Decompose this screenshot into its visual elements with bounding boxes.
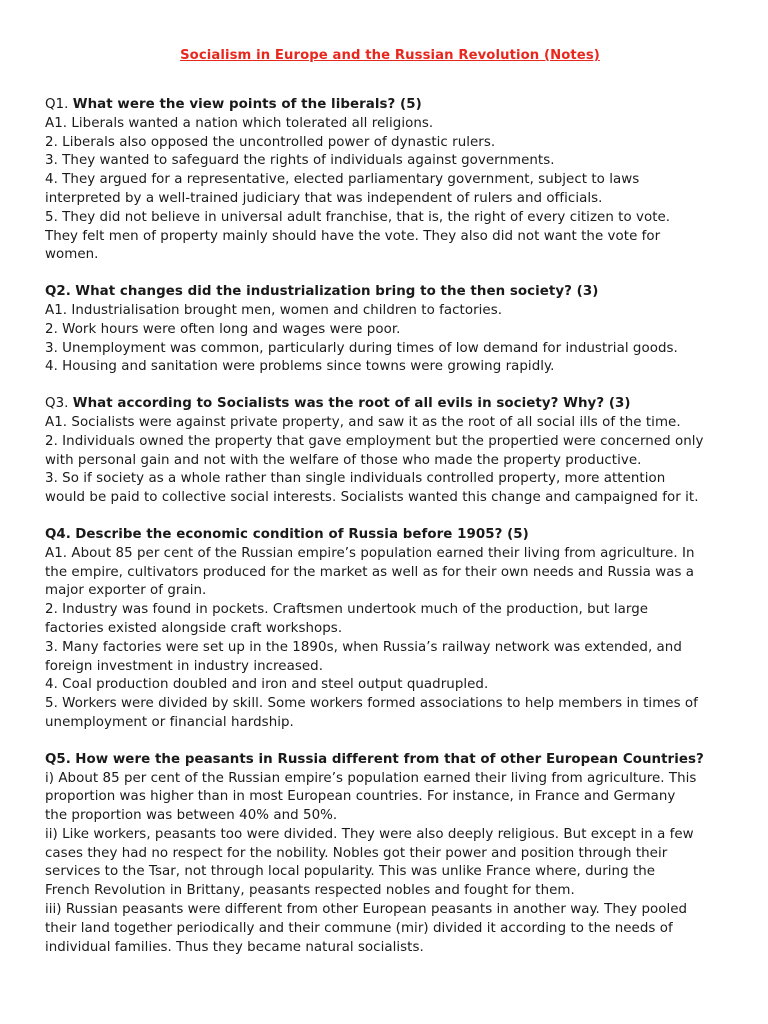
question-line [45, 526, 735, 545]
answer-line: 4. Housing and sanitation were problems since towns were growing rapidly. [45, 359, 555, 375]
answer-line: individual families. Thus they became natural socialists. [45, 939, 424, 955]
question-number: Q2. [45, 284, 71, 300]
answer-line: 5. They did not believe in universal adult franchise, that is, the right of every citizen to vote. [45, 209, 671, 225]
question-number: Q4. [45, 526, 71, 542]
answer-line: unemployment or financial hardship. [45, 714, 294, 730]
document-page [45, 46, 735, 975]
answer-line: the proportion was between 40% and 50%. [45, 808, 338, 824]
answer-line: 3. So if society as a whole rather than single individuals controlled property, more attention [45, 471, 666, 487]
answer-line: 4. Coal production doubled and iron and steel output quadrupled. [45, 677, 489, 693]
answer-line: their land together periodically and their commune (mir) divided it according to the needs of [45, 920, 673, 936]
question-number: Q1. [45, 97, 69, 112]
answer-line: A1. Liberals wanted a nation which tolerated all religions. [45, 115, 434, 131]
answer-line: ii) Like workers, peasants too were divided. They were also deeply religious. But except in a few [45, 826, 694, 842]
answer-line: 3. Many factories were set up in the 1890s, when Russia’s railway network was extended, and [45, 639, 682, 655]
question-block [45, 751, 735, 958]
qa-list [45, 96, 735, 957]
answer-line: cases they had no respect for the nobility. Nobles got their power and position through their [45, 845, 668, 861]
answer-line: with personal gain and not with the welfare of those who made the property productive. [45, 452, 642, 468]
answer-line: would be paid to collective social interests. Socialists wanted this change and campaigned for it. [45, 490, 699, 506]
answer-line: 2. Work hours were often long and wages were poor. [45, 321, 401, 337]
answer-line: A1. About 85 per cent of the Russian empire’s population earned their living from agriculture. In [45, 545, 695, 561]
answer-line: major exporter of grain. [45, 583, 207, 599]
answer-line: 2. Individuals owned the property that gave employment but the propertied were concerned only [45, 433, 704, 449]
question-line [45, 283, 735, 302]
answer-line: French Revolution in Brittany, peasants respected nobles and fought for them. [45, 883, 575, 899]
answer-line: 2. Liberals also opposed the uncontrolled power of dynastic rulers. [45, 134, 496, 150]
question-text: What according to Socialists was the root of all evils in society? Why? (3) [72, 396, 631, 412]
question-line [45, 751, 735, 770]
question-text: What were the view points of the liberals? (5) [72, 97, 422, 112]
answer-line: foreign investment in industry increased. [45, 658, 324, 674]
answer-line: 5. Workers were divided by skill. Some workers formed associations to help members in times of [45, 696, 698, 712]
question-block [45, 283, 735, 377]
question-text: Describe the economic condition of Russia before 1905? (5) [75, 526, 529, 542]
question-block [45, 395, 735, 508]
answer-line: women. [45, 247, 99, 263]
answer-line: i) About 85 per cent of the Russian empire’s population earned their living from agriculture. This [45, 770, 697, 786]
question-block [45, 526, 735, 733]
question-line [45, 96, 735, 115]
question-text: How were the peasants in Russia different from that of other European Countries? [75, 751, 704, 767]
answer-line: iii) Russian peasants were different from other European peasants in another way. They pooled [45, 902, 688, 918]
question-line [45, 395, 735, 414]
answer-line: They felt men of property mainly should have the vote. They also did not want the vote for [45, 228, 661, 244]
answer-line: the empire, cultivators produced for the market as well as for their own needs and Russia was a [45, 564, 695, 580]
answer-line: proportion was higher than in most European countries. For instance, in France and Germany [45, 789, 676, 805]
question-block [45, 96, 735, 265]
page-title: Socialism in Europe and the Russian Revolution (Notes) [180, 48, 600, 63]
question-number: Q5. [45, 751, 71, 767]
answer-line: 3. They wanted to safeguard the rights of individuals against governments. [45, 153, 555, 169]
answer-line: 4. They argued for a representative, elected parliamentary government, subject to laws [45, 172, 640, 188]
answer-line: A1. Socialists were against private property, and saw it as the root of all social ills of the time. [45, 414, 681, 430]
answer-line: factories existed alongside craft workshops. [45, 620, 343, 636]
answer-line: 3. Unemployment was common, particularly during times of low demand for industrial goods. [45, 340, 678, 356]
question-number: Q3. [45, 396, 69, 412]
answer-line: services to the Tsar, not through local popularity. This was unlike France where, during the [45, 864, 656, 880]
answer-line: A1. Industrialisation brought men, women and children to factories. [45, 302, 503, 318]
answer-line: 2. Industry was found in pockets. Craftsmen undertook much of the production, but large [45, 602, 649, 618]
answer-line: interpreted by a well-trained judiciary that was independent of rulers and officials. [45, 190, 603, 206]
question-text: What changes did the industrialization bring to the then society? (3) [75, 284, 599, 300]
